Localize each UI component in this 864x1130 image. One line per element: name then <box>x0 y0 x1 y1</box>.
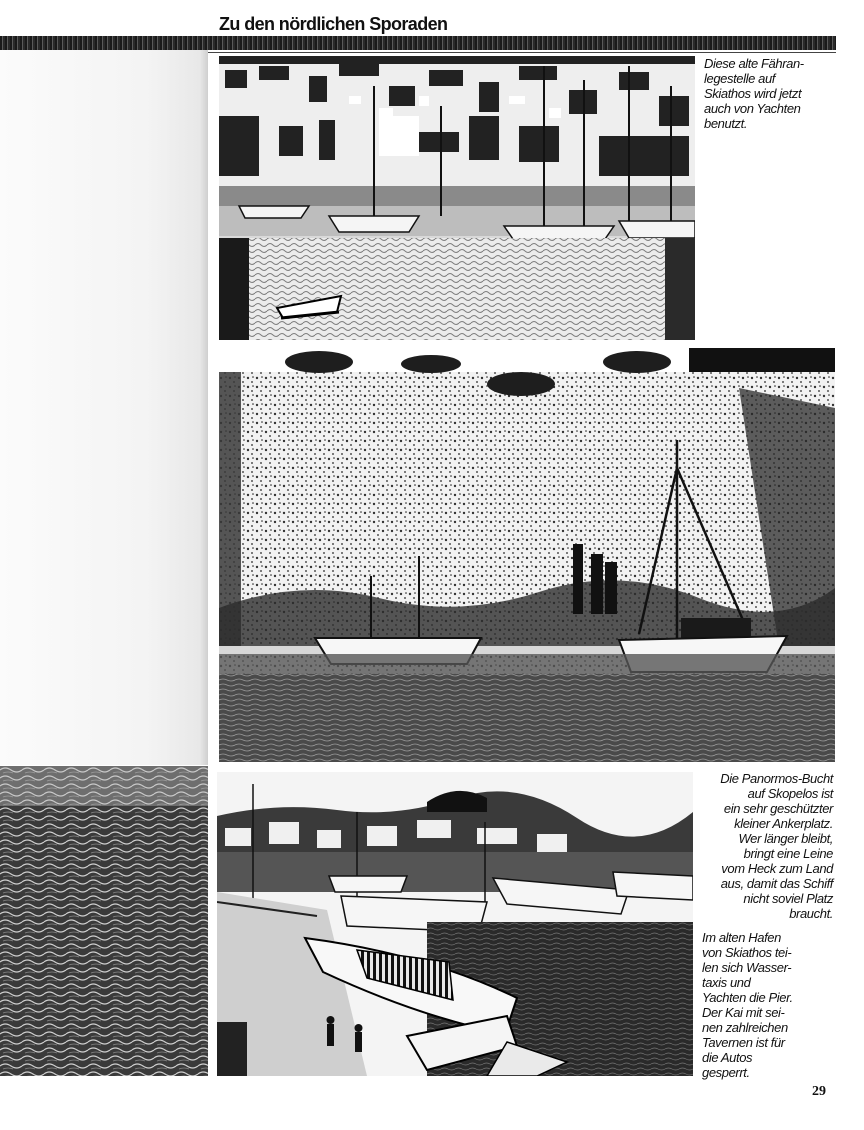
caption-line: auch von Yachten <box>704 101 801 116</box>
caption-line: nicht soviel Platz <box>743 891 833 906</box>
caption-line: nen zahlreichen <box>702 1020 788 1035</box>
caption-line: kleiner Ankerplatz. <box>734 816 833 831</box>
title-rule <box>0 36 836 50</box>
caption-line: aus, damit das Schiff <box>720 876 833 891</box>
photo-old-harbour-skiathos <box>217 772 693 1076</box>
caption-line: Die Panormos-Bucht <box>720 771 833 786</box>
caption-line: gesperrt. <box>702 1065 750 1080</box>
left-margin-shading <box>0 50 208 765</box>
caption-line: ein sehr geschützter <box>723 801 833 816</box>
caption-line: Yachten die Pier. <box>702 990 793 1005</box>
page-number: 29 <box>812 1084 826 1099</box>
caption-line: Der Kai mit sei- <box>702 1005 785 1020</box>
caption-panormos-bay <box>696 771 833 921</box>
photo-skiathos-ferry-landing <box>219 56 695 340</box>
photo-panormos-bay <box>219 348 835 762</box>
caption-line: taxis und <box>702 975 751 990</box>
caption-line: Tavernen ist für <box>702 1035 785 1050</box>
caption-line: die Autos <box>702 1050 753 1065</box>
caption-line: bringt eine Leine <box>743 846 833 861</box>
caption-line: von Skiathos tei- <box>702 945 792 960</box>
caption-line: auf Skopelos ist <box>747 786 833 801</box>
section-title: Zu den nördlichen Sporaden <box>219 14 448 34</box>
caption-line: Diese alte Fähran- <box>704 56 804 71</box>
caption-line: Im alten Hafen <box>702 930 781 945</box>
caption-line: len sich Wasser- <box>702 960 792 975</box>
photo-open-sea <box>0 766 208 1076</box>
caption-line: vom Heck zum Land <box>721 861 833 876</box>
caption-line: Wer länger bleibt, <box>738 831 833 846</box>
caption-old-harbour-skiathos <box>702 930 793 1080</box>
caption-line: benutzt. <box>704 116 748 131</box>
caption-skiathos-ferry-landing <box>704 56 804 131</box>
caption-line: Skiathos wird jetzt <box>704 86 802 101</box>
caption-line: legestelle auf <box>704 71 776 86</box>
caption-line: braucht. <box>789 906 833 921</box>
